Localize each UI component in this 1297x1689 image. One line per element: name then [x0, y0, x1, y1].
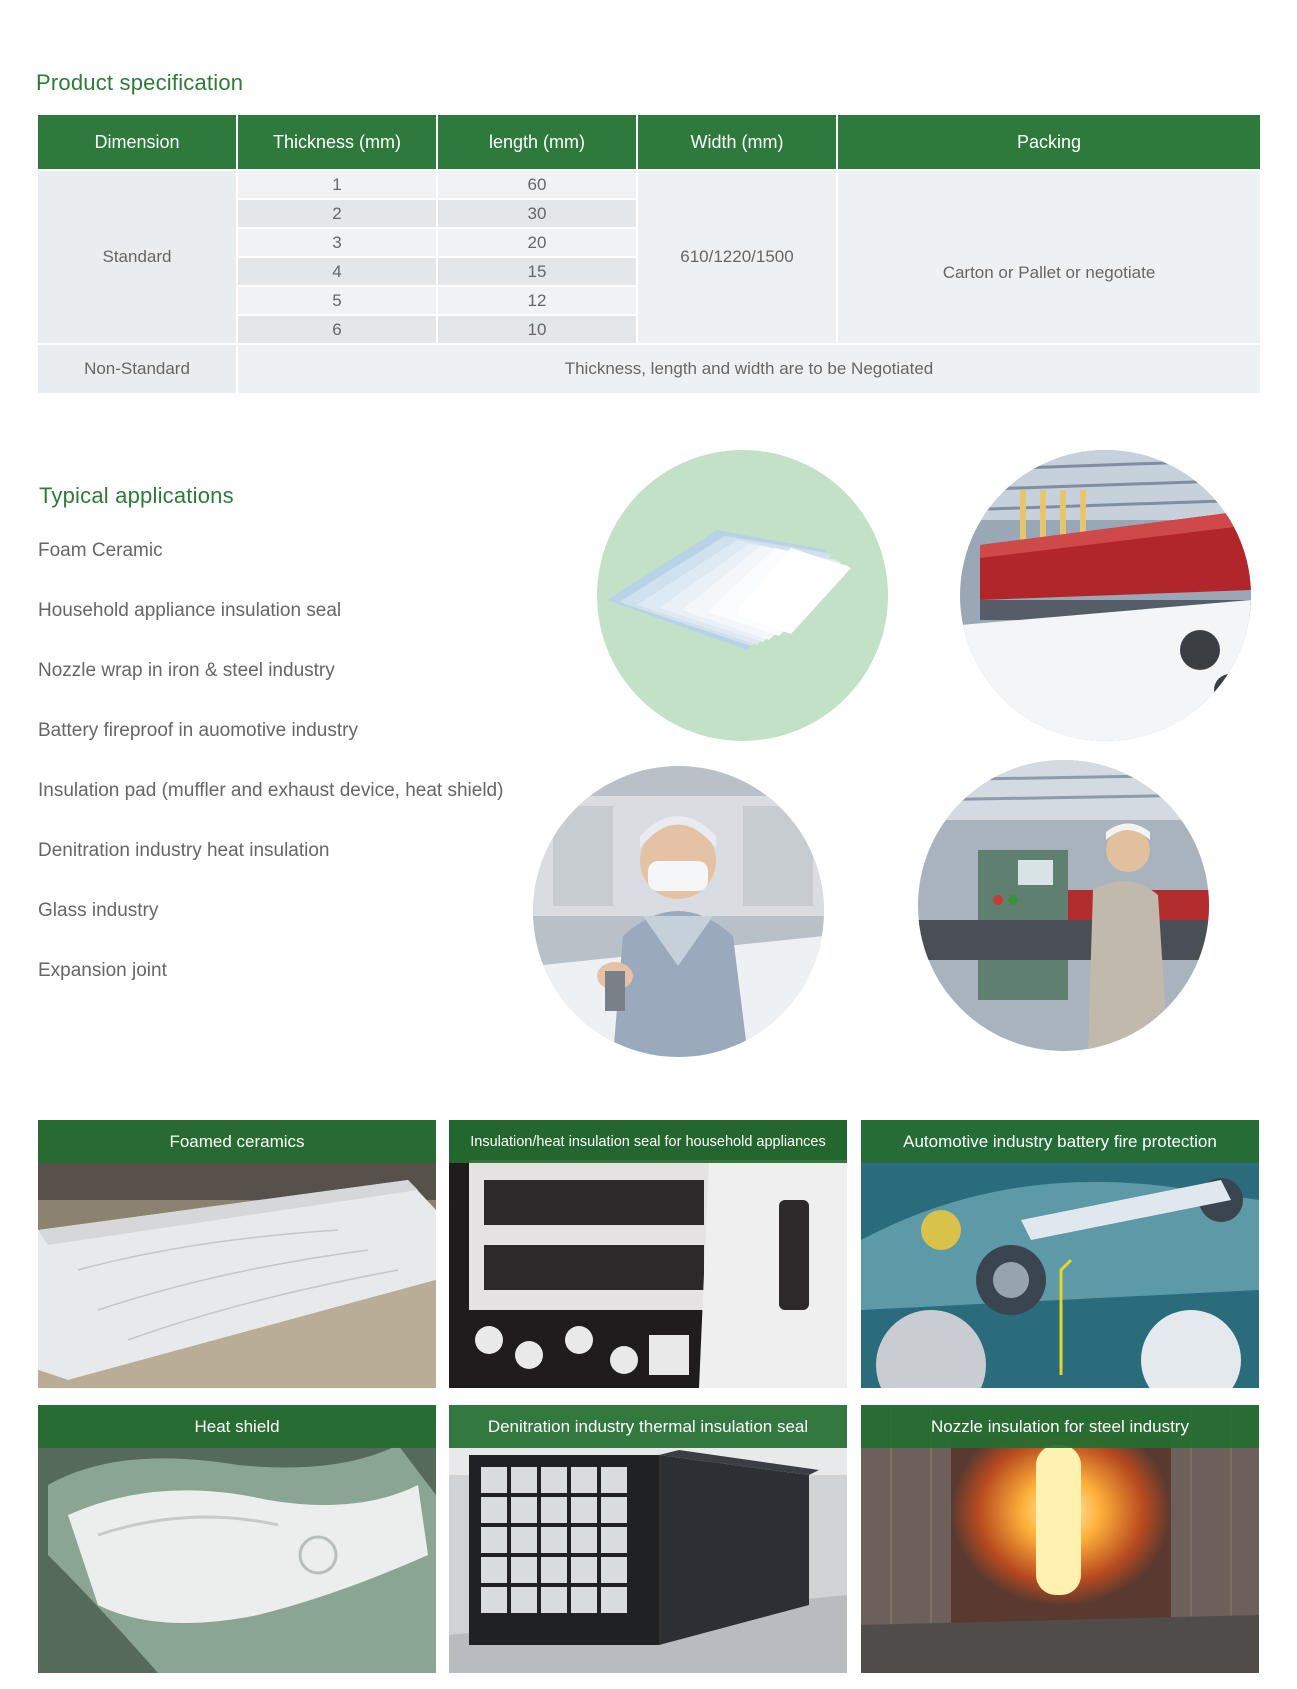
standard-label: Standard — [38, 171, 236, 343]
application-item: Battery fireproof in auomotive industry — [38, 720, 358, 741]
application-item: Foam Ceramic — [38, 540, 163, 561]
header-dimension: Dimension — [38, 115, 236, 169]
header-width: Width (mm) — [638, 115, 836, 169]
spec-title: Product specification — [36, 70, 244, 95]
packing-value: Carton or Pallet or negotiate — [838, 171, 1260, 343]
tile-household-appliances — [449, 1120, 847, 1388]
tile-foamed-ceramics — [38, 1120, 436, 1388]
tile-denitration — [449, 1405, 847, 1673]
thickness-cell: 3 — [238, 229, 436, 256]
header-thickness: Thickness (mm) — [238, 115, 436, 169]
thickness-cell: 2 — [238, 200, 436, 227]
application-item: Insulation pad (muffler and exhaust device, heat shield) — [38, 780, 504, 801]
factory-roller-photo — [960, 450, 1251, 741]
length-cell: 10 — [438, 316, 636, 343]
length-cell: 15 — [438, 258, 636, 285]
header-packing: Packing — [838, 115, 1260, 169]
tile-heat-shield — [38, 1405, 436, 1673]
length-cell: 12 — [438, 287, 636, 314]
tile-battery-protection — [861, 1120, 1259, 1388]
thickness-cell: 1 — [238, 171, 436, 198]
product-sheets-photo — [597, 450, 888, 741]
tile-caption: Foamed ceramics — [38, 1120, 436, 1163]
length-cell: 60 — [438, 171, 636, 198]
tile-caption: Nozzle insulation for steel industry — [861, 1405, 1259, 1448]
tile-caption: Denitration industry thermal insulation seal — [449, 1405, 847, 1448]
tile-caption: Heat shield — [38, 1405, 436, 1448]
control-panel-photo — [918, 760, 1209, 1051]
applications-title: Typical applications — [39, 483, 234, 508]
application-item: Household appliance insulation seal — [38, 600, 342, 621]
application-item: Expansion joint — [38, 960, 167, 981]
application-item: Denitration industry heat insulation — [38, 840, 330, 861]
thickness-cell: 4 — [238, 258, 436, 285]
width-value: 610/1220/1500 — [638, 171, 836, 343]
thickness-cell: 5 — [238, 287, 436, 314]
tile-caption: Automotive industry battery fire protection — [861, 1120, 1259, 1163]
length-cell: 30 — [438, 200, 636, 227]
non-standard-label: Non-Standard — [38, 345, 236, 393]
spec-table — [38, 115, 1260, 393]
tile-nozzle-steel — [861, 1405, 1259, 1673]
thickness-cell: 6 — [238, 316, 436, 343]
non-standard-value: Thickness, length and width are to be Negotiated — [238, 345, 1260, 393]
application-item: Nozzle wrap in iron & steel industry — [38, 660, 335, 681]
application-item: Glass industry — [38, 900, 159, 921]
worker-cutting-photo — [533, 766, 824, 1057]
tile-caption: Insulation/heat insulation seal for household appliances — [449, 1120, 847, 1163]
length-cell: 20 — [438, 229, 636, 256]
header-length: length (mm) — [438, 115, 636, 169]
